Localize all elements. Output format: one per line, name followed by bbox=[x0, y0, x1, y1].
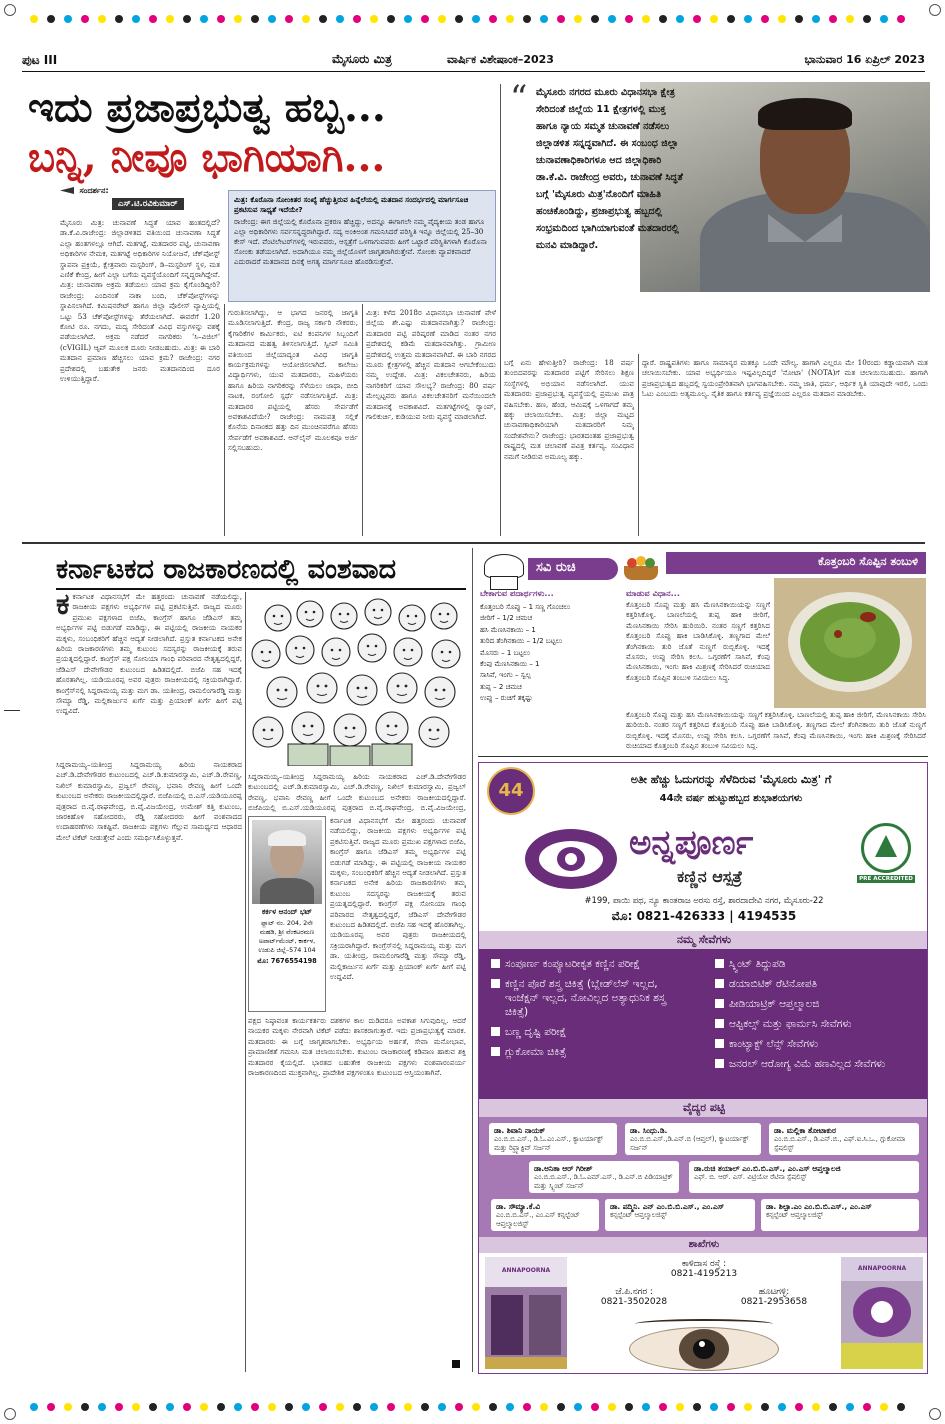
end-marker bbox=[452, 1360, 460, 1368]
pen-icon bbox=[60, 187, 74, 194]
ingredient-item: ಉಪ್ಪು – ರುಚಿಗೆ ತಕ್ಕಷ್ಟು bbox=[480, 694, 533, 703]
author-photo bbox=[252, 820, 322, 904]
cmyk-dot bbox=[693, 15, 701, 23]
cmyk-dot bbox=[829, 1403, 837, 1411]
service-item: ಜನರಲ್ ಆರೋಗ್ಯ ವಿಮೆ ಹಣವಿಲ್ಲದ ಸೇವೆಗಳು bbox=[715, 1057, 920, 1071]
doctor-card: ಡಾ.ರುಚಿ ತಯಾಲ್ ಎಂ.ಬಿ.ಬಿ.ಎಸ್., ಎಂ.ಎಸ್ ಆಪ್ತಲ್ಮಾಲಜಿ ಎಫ್. ಬಿ. ಆರ್. ಎಸ್. ವಿಟ್ರಿಯೋ ರೆಟಿನಾ ಸ್ಪೆಷಲಿಸ್ಟ್ bbox=[689, 1161, 919, 1193]
cmyk-dot bbox=[608, 1403, 616, 1411]
recipe-section-label: ಸವಿ ರುಚಿ bbox=[536, 560, 576, 575]
cmyk-strip-top bbox=[30, 14, 915, 24]
ingredient-item: ಕೊತ್ತಂಬರಿ ಸೊಪ್ಪು – 1 ಸಣ್ಣ ಗೊಂಚಲು bbox=[480, 603, 571, 611]
soup-bowl-photo bbox=[774, 578, 926, 708]
veg-basket-icon bbox=[624, 554, 658, 582]
ingredients-box bbox=[480, 588, 620, 708]
ad-greeting-line2: 44ನೇ ವರ್ಷ ಹುಟ್ಟುಹಬ್ಬದ ಶುಭಾಶಯಗಳು bbox=[659, 793, 803, 804]
cmyk-dot bbox=[81, 15, 89, 23]
cmyk-dot bbox=[778, 1403, 786, 1411]
branch-name: ಜೆ.ಪಿ.ನಗರ : bbox=[615, 1287, 653, 1297]
author-name: ಕರ್ಕಳ ಆನಂದ್ ಭಟ್ bbox=[262, 907, 312, 916]
services-left bbox=[491, 957, 691, 1065]
cmyk-dot bbox=[727, 15, 735, 23]
byline-label: ಸಂದರ್ಶನ: bbox=[79, 186, 109, 195]
cmyk-dot bbox=[132, 15, 140, 23]
cmyk-dot bbox=[234, 15, 242, 23]
cmyk-dot bbox=[710, 15, 718, 23]
ingredient-item: ತುರಿದ ತೆಂಗಿನಕಾಯಿ – 1/2 ಬಟ್ಟಲು bbox=[480, 637, 563, 646]
masthead bbox=[22, 50, 925, 72]
cmyk-dot bbox=[149, 1403, 157, 1411]
page-label: ಪುಟ III bbox=[22, 53, 58, 67]
cmyk-dot bbox=[370, 15, 378, 23]
cmyk-dot bbox=[98, 1403, 106, 1411]
cmyk-dot bbox=[472, 1403, 480, 1411]
author-address: ಫ್ಲಾಟ್ ನಂ. 204, 2ನೇ ಮಹಡಿ, ಶ್ರೀ ವೆಂಕಟರಮಣ ಅಪಾರ್ಟ್‌ಮೆಂಟ್, ಕಾರ್ಕಳ, ಉಡುಪಿ ಜಿಲ್ಲೆ–574 104 bbox=[258, 919, 316, 954]
cmyk-dot bbox=[115, 15, 123, 23]
doctor-card: ಡಾ. ಮಲ್ಲಿಕಾ ತೋಟಾಕುರ ಎಂ.ಬಿ.ಬಿ.ಎಸ್., ಡಿ.ಎನ್.ಬಿ., ಎಫ್.ಐ.ಸಿ.ಒ., ಗ್ಲುಕೋಮಾ ಸ್ಪೆಷಲಿಸ್ಟ್ bbox=[769, 1123, 919, 1155]
method-text: ಕೊತ್ತಂಬರಿ ಸೊಪ್ಪು ಮತ್ತು ಹಸಿ ಮೆಣಸಿನಕಾಯಿಯನ್ನು ಸಣ್ಣಗೆ ಕತ್ತರಿಸಿಕೊಳ್ಳಿ. ಬಾಣಲೆಯಲ್ಲಿ ತುಪ್ಪ ಹಾಕಿ ಜೀರಿಗೆ, ಮೆಣಸಿನಕಾಯಿ ಸೇರಿಸಿ ಹುರಿಯಿರಿ. ನಂತರ ಸಣ್ಣಗೆ ಕತ್ತರಿಸಿದ ಕೊತ್ತಂಬರಿ ಸೊಪ್ಪು ಹಾಕಿ ಬಾಡಿಸಿಕೊಳ್ಳಿ. ತಣ್ಣಗಾದ ಮೇಲೆ ತೆಂಗಿನಕಾಯಿ ತುರಿ ಜೊತೆ ನುಣ್ಣಗೆ ರುಬ್ಬಿಕೊಳ್ಳಿ. ಇದಕ್ಕೆ ಮೊಸರು, ಉಪ್ಪು ಸೇರಿಸಿ ಕಲಸಿ. ಒಗ್ಗರಣೆಗೆ ಸಾಸಿವೆ, ಕೆಂಪು ಮೆಣಸಿನಕಾಯಿ, ಇಂಗು ಹಾಕಿ ಮಿಶ್ರಣಕ್ಕೆ ಸೇರಿಸಿದರೆ ರುಚಿಯಾದ ಕೊತ್ತಂಬರಿ ಸೊಪ್ಪಿನ ತಂಬುಳಿ ಸವಿಯಲು ಸಿದ್ಧ. bbox=[626, 600, 770, 682]
cmyk-dot bbox=[761, 1403, 769, 1411]
cmyk-dot bbox=[880, 15, 888, 23]
politics-headline: ಕರ್ನಾಟಕದ ರಾಜಕಾರಣದಲ್ಲಿ ವಂಶವಾದ bbox=[56, 552, 466, 590]
column-rule bbox=[638, 354, 639, 536]
cmyk-dot bbox=[829, 15, 837, 23]
cmyk-dot bbox=[642, 15, 650, 23]
service-item: ಪೀಡಿಯಾಟ್ರಿಕ್ ಆಪ್ತಲ್ಮಾಲಜಿ bbox=[715, 997, 920, 1011]
cmyk-dot bbox=[115, 1403, 123, 1411]
column-rule bbox=[500, 84, 501, 536]
cmyk-dot bbox=[625, 15, 633, 23]
politics-column-1b: ಸಿದ್ದರಾಮಯ್ಯ–ಯತೀಂದ್ರ ಸಿದ್ದರಾಮಯ್ಯ ಹಿರಿಯ ನಾಯಕರಾದ ಎಚ್.ಡಿ.ದೇವೇಗೌಡರ ಕುಟುಂಬದಲ್ಲಿ ಎಚ್.ಡಿ.ಕುಮಾರಸ್ವಾಮಿ, ಎಚ್.ಡಿ.ರೇವಣ್ಣ, ನಿಖಿಲ್ ಕುಮಾರಸ್ವಾಮಿ, ಪ್ರಜ್ವಲ್ ರೇವಣ್ಣ, ಭವಾನಿ ರೇವಣ್ಣ ಹೀಗೆ ಒಂದೇ ಕುಟುಂಬದ ಅನೇಕರು ರಾಜಕೀಯದಲ್ಲಿದ್ದಾರೆ. ಬಿಜೆಪಿಯಲ್ಲಿ ಬಿ.ಎಸ್.ಯಡಿಯೂರಪ್ಪ ಪುತ್ರರಾದ ಬಿ.ವೈ.ರಾಘವೇಂದ್ರ, ಬಿ.ವೈ.ವಿಜಯೇಂದ್ರ, ಉಮೇಶ್ ಕತ್ತಿ ಕುಟುಂಬ, ಜಾರಕಿಹೊಳಿ ಸಹೋದರರು, ರೆಡ್ಡಿ ಸಹೋದರರು ಹೀಗೆ ವಂಶವಾದದ ಉದಾಹರಣೆಗಳು ಸಾಕಷ್ಟಿವೆ. ರಾಜಕೀಯ ಪಕ್ಷಗಳು ಗೆಲ್ಲುವ ಸಾಮರ್ಥ್ಯದ ಆಧಾರದ ಮೇಲೆ ಟಿಕೆಟ್ ನೀಡುತ್ತೇವೆ ಎಂದು ಸಮರ್ಥಿಸಿಕೊಳ್ಳುತ್ತವೆ. bbox=[56, 760, 242, 842]
cmyk-dot bbox=[744, 15, 752, 23]
lead-pull-quote bbox=[510, 78, 690, 354]
checkbox-square-icon bbox=[491, 959, 500, 968]
cmyk-dot bbox=[302, 15, 310, 23]
cmyk-dot bbox=[132, 1403, 140, 1411]
brand-logo-icon bbox=[525, 829, 617, 889]
cmyk-dot bbox=[897, 1403, 905, 1411]
cmyk-dot bbox=[455, 15, 463, 23]
cmyk-dot bbox=[608, 15, 616, 23]
cmyk-dot bbox=[166, 15, 174, 23]
storefront-sign: ANNAPOORNA bbox=[501, 1267, 551, 1274]
services-right bbox=[715, 957, 920, 1077]
paper-name: ಮೈಸೂರು ಮಿತ್ರ bbox=[332, 52, 392, 66]
cmyk-dot bbox=[200, 1403, 208, 1411]
cmyk-dot bbox=[336, 15, 344, 23]
checkbox-square-icon bbox=[715, 979, 724, 988]
cmyk-dot bbox=[591, 15, 599, 23]
cmyk-dot bbox=[319, 1403, 327, 1411]
cmyk-dot bbox=[234, 1403, 242, 1411]
service-item: ಬಣ್ಣ ದೃಷ್ಟಿ ಪರೀಕ್ಷೆ bbox=[491, 1025, 691, 1039]
recipe-title: ಕೊತ್ತಂಬರಿ ಸೊಪ್ಪಿನ ತಂಬುಳಿ bbox=[818, 555, 918, 568]
cmyk-dot bbox=[591, 1403, 599, 1411]
services-title: ನಮ್ಮ ಸೇವೆಗಳು bbox=[676, 933, 732, 946]
ingredient-item: ಮೊಸರು – 1 ಬಟ್ಟಲು bbox=[480, 648, 531, 657]
ingredients-title: ಬೇಕಾಗುವ ಪದಾರ್ಥಗಳು... bbox=[480, 588, 554, 598]
checkbox-square-icon bbox=[715, 1039, 724, 1048]
recipe-section bbox=[478, 548, 928, 752]
cmyk-dot bbox=[302, 1403, 310, 1411]
cmyk-dot bbox=[625, 1403, 633, 1411]
cmyk-dot bbox=[404, 1403, 412, 1411]
cmyk-dot bbox=[47, 15, 55, 23]
politics-column-1-text: ಕರ್ನಾಟಕ ವಿಧಾನಸಭೆಗೆ ಮೇ ಹತ್ತರಂದು ಚುನಾವಣೆ ನಡೆಯಲಿದ್ದು, ರಾಜಕೀಯ ಪಕ್ಷಗಳು ಅಭ್ಯರ್ಥಿಗಳ ಪಟ್ಟಿ ಪ್ರಕಟಿಸುತ್ತಿವೆ. ರಾಜ್ಯದ ಮೂರು ಪ್ರಮುಖ ಪಕ್ಷಗಳಾದ ಬಿಜೆಪಿ, ಕಾಂಗ್ರೆಸ್ ಹಾಗೂ ಜೆಡಿಎಸ್ ತಮ್ಮ ಅಭ್ಯರ್ಥಿಗಳ ಪಟ್ಟಿ ಬಿಡುಗಡೆ ಮಾಡಿದ್ದು, ಈ ಪಟ್ಟಿಯಲ್ಲಿ ರಾಜಕೀಯ ನಾಯಕರ ಮಕ್ಕಳು, ಸಂಬಂಧಿಕರಿಗೆ ಹೆಚ್ಚಿನ ಆದ್ಯತೆ ನೀಡಲಾಗಿದೆ. ಪ್ರಸ್ತುತ ಕರ್ನಾಟಕದ ಅನೇಕ ಹಿರಿಯ ರಾಜಕಾರಣಿಗಳು ತಮ್ಮ ಕುಟುಂಬ ಸದಸ್ಯರನ್ನು ರಾಜಕೀಯಕ್ಕೆ ತರುವ ಪ್ರಯತ್ನದಲ್ಲಿದ್ದಾರೆ. ಕಾಂಗ್ರೆಸ್ ಪಕ್ಷ ಸೋನಿಯಾ ಗಾಂಧಿ ಪರಿವಾರದ ನೇತೃತ್ವದಲ್ಲಿದ್ದರೆ, ಜೆಡಿಎಸ್ ದೇವೇಗೌಡರ ಕುಟುಂಬದ ಹಿಡಿತದಲ್ಲಿದೆ. ಬಿಜೆಪಿ ಸಹ ಇದಕ್ಕೆ ಹೊರತಾಗಿಲ್ಲ. ಯಡಿಯೂರಪ್ಪ ಅವರ ಪುತ್ರರು ರಾಜಕೀಯದಲ್ಲಿ ಸಕ್ರಿಯರಾಗಿದ್ದಾರೆ. ಕಾಂಗ್ರೆಸ್‌ನಲ್ಲಿ ಸಿದ್ದರಾಮಯ್ಯ ಮತ್ತು ಮಗ ಡಾ. ಯತೀಂದ್ರ, ರಾಮಲಿಂಗಾರೆಡ್ಡಿ ಮತ್ತು ಸೌಮ್ಯಾ ರೆಡ್ಡಿ, ಮಲ್ಲಿಕಾರ್ಜುನ ಖರ್ಗೆ ಮತ್ತು ಪ್ರಿಯಾಂಕ್ ಖರ್ಗೆ ಹೀಗೆ ಪಟ್ಟಿ ಉದ್ದವಿದೆ. bbox=[56, 592, 242, 716]
cmyk-dot bbox=[489, 1403, 497, 1411]
cmyk-dot bbox=[183, 15, 191, 23]
branch-kalidasa bbox=[579, 1259, 829, 1279]
branch-phone: 0821-3502028 bbox=[600, 1297, 668, 1307]
hospital-ad bbox=[478, 762, 928, 1374]
edition-title: ವಾರ್ಷಿಕ ವಿಶೇಷಾಂಕ–2023 bbox=[447, 53, 554, 66]
doctors-title: ವೈದ್ಯರ ಪಟ್ಟಿ bbox=[683, 1101, 725, 1114]
ingredient-item: ಸಾಸಿವೆ, ಇಂಗು – ಸ್ವಲ್ಪ bbox=[480, 671, 531, 680]
photo-hair bbox=[758, 98, 852, 130]
anniversary-number: 44 bbox=[498, 780, 524, 801]
cmyk-dot bbox=[863, 1403, 871, 1411]
ingredient-item: ಕೆಂಪು ಮೆಣಸಿನಕಾಯಿ – 1 bbox=[480, 660, 540, 669]
column-rule bbox=[224, 304, 225, 536]
boxed-qa bbox=[228, 190, 496, 302]
doctor-card: ಡಾ. ಪದ್ಮಿನಿ. ಎನ್ ಎಂ.ಬಿ.ಬಿ.ಎಸ್., ಎಂ.ಎಸ್ ಕನ್ಸಲ್ಟೆಂಟ್ ಆಪ್ತಲ್ಮಾಲಜಿಸ್ಟ್ bbox=[605, 1199, 755, 1231]
pull-quote-text: ಮೈಸೂರು ನಗರದ ಮೂರು ವಿಧಾನಸಭಾ ಕ್ಷೇತ್ರ ಸೇರಿದಂತೆ ಜಿಲ್ಲೆಯ 11 ಕ್ಷೇತ್ರಗಳಲ್ಲಿ ಮುಕ್ತ ಹಾಗೂ ನ್ಯಾಯ ಸಮ್ಮತ ಚುನಾವಣೆ ನಡೆಸಲು ಜಿಲ್ಲಾಡಳಿತ ಸನ್ನದ್ಧವಾಗಿದೆ. ಈ ಸಂಬಂಧ ಜಿಲ್ಲಾ ಚುನಾವಣಾಧಿಕಾರಿಗಳೂ ಆದ ಜಿಲ್ಲಾಧಿಕಾರಿ ಡಾ.ಕೆ.ವಿ. ರಾಜೇಂದ್ರ ಅವರು, ಚುನಾವಣೆ ಸಿದ್ಧತೆ ಬಗ್ಗೆ 'ಮೈಸೂರು ಮಿತ್ರ'ನೊಂದಿಗೆ ಮಾಹಿತಿ ಹಂಚಿಕೊಂಡಿದ್ದು, ಪ್ರಜಾಪ್ರಭುತ್ವ ಹಬ್ಬದಲ್ಲಿ ಸಂಭ್ರಮದಿಂದ ಭಾಗಿಯಾಗುವಂತೆ ಮತದಾರರಲ್ಲಿ ಮನವಿ ಮಾಡಿದ್ದಾರೆ. bbox=[536, 87, 683, 251]
author-box bbox=[248, 816, 326, 1012]
cmyk-dot bbox=[251, 15, 259, 23]
branches-title: ಶಾಖೆಗಳು bbox=[688, 1239, 720, 1250]
checkbox-square-icon bbox=[715, 1059, 724, 1068]
lead-column-4: ಬಗ್ಗೆ ಏನು ಹೇಳುತ್ತೀರಿ? ರಾಜೇಂದ್ರ: 18 ವರ್ಷ ತುಂಬಿದವರನ್ನು ಮತದಾರರ ಪಟ್ಟಿಗೆ ಸೇರಿಸಲು ಶಿಕ್ಷಣ ಸಂಸ್ಥೆಗಳಲ್ಲಿ ಅಭಿಯಾನ ನಡೆಸಲಾಗಿದೆ. ಯುವ ಮತದಾರರು ಪ್ರಜಾಪ್ರಭುತ್ವ ವ್ಯವಸ್ಥೆಯಲ್ಲಿ ಪ್ರಮುಖ ಪಾತ್ರ ವಹಿಸಬೇಕು. ಹಣ, ಹೆಂಡ, ಆಮಿಷಕ್ಕೆ ಒಳಗಾಗದೆ ತಮ್ಮ ಹಕ್ಕು ಚಲಾಯಿಸಬೇಕು. ಮಿತ್ರ: ಜಿಲ್ಲಾ ಮಟ್ಟದ ಚುನಾವಣಾಧಿಕಾರಿಯಾಗಿ ಮತದಾರರಿಗೆ ನಿಮ್ಮ ಸಂದೇಶವೇನು? ರಾಜೇಂದ್ರ: ಭಾರತದಂತಹ ಪ್ರಜಾಪ್ರಭುತ್ವ ರಾಷ್ಟ್ರದಲ್ಲಿ ಮತ ಚಲಾವಣೆ ಪವಿತ್ರ ಕರ್ತವ್ಯ. ಸಂವಿಧಾನ ನಮಗೆ ನೀಡಿರುವ ಅಮೂಲ್ಯ ಹಕ್ಕು. bbox=[504, 358, 634, 461]
service-item: ಡಯಾಬಿಟಿಕ್ ರೆಟಿನೋಪತಿ bbox=[715, 977, 920, 991]
storefront-photo-right bbox=[841, 1257, 923, 1369]
cmyk-dot bbox=[438, 1403, 446, 1411]
politics-column-2: ಸಿದ್ದರಾಮಯ್ಯ–ಯತೀಂದ್ರ ಸಿದ್ದರಾಮಯ್ಯ ಹಿರಿಯ ನಾಯಕರಾದ ಎಚ್.ಡಿ.ದೇವೇಗೌಡರ ಕುಟುಂಬದಲ್ಲಿ ಎಚ್.ಡಿ.ಕುಮಾರಸ್ವಾಮಿ, ಎಚ್.ಡಿ.ರೇವಣ್ಣ, ನಿಖಿಲ್ ಕುಮಾರಸ್ವಾಮಿ, ಪ್ರಜ್ವಲ್ ರೇವಣ್ಣ, ಭವಾನಿ ರೇವಣ್ಣ ಹೀಗೆ ಒಂದೇ ಕುಟುಂಬದ ಅನೇಕರು ರಾಜಕೀಯದಲ್ಲಿದ್ದಾರೆ. ಬಿಜೆಪಿಯಲ್ಲಿ ಬಿ.ಎಸ್.ಯಡಿಯೂರಪ್ಪ ಪುತ್ರರಾದ ಬಿ.ವೈ.ರಾಘವೇಂದ್ರ, ಬಿ.ವೈ.ವಿಜಯೇಂದ್ರ, bbox=[248, 772, 466, 812]
cmyk-dot bbox=[217, 15, 225, 23]
branch-hootagalli bbox=[719, 1287, 829, 1307]
cmyk-dot bbox=[472, 15, 480, 23]
cmyk-dot bbox=[353, 1403, 361, 1411]
doctor-card: ಡಾ. ಶಿಲ್ಪಾ.ಎಂ ಎಂ.ಬಿ.ಬಿ.ಎಸ್., ಎಂ.ಎಸ್ ಕನ್ಸಲ್ಟೆಂಟ್ ಆಪ್ತಲ್ಮಾಲಜಿಸ್ಟ್ bbox=[761, 1199, 919, 1231]
hospital-address: #199, ಪಾಯಿ ಪಥ, ನ್ಯೂ ಕಾಂತರಾಜ ಅರಸು ರಸ್ತೆ, ಶಾರದಾದೇವಿ ನಗರ, ಮೈಸೂರು-22 bbox=[584, 895, 824, 905]
branch-phone: 0821-2953658 bbox=[740, 1297, 808, 1307]
politics-column-2c: ಪಕ್ಷದ ನಿಷ್ಠಾವಂತ ಕಾರ್ಯಕರ್ತರು ದಶಕಗಳ ಕಾಲ ದುಡಿದರೂ ಅವಕಾಶ ಸಿಗುವುದಿಲ್ಲ. ಆದರೆ ನಾಯಕರ ಮಕ್ಕಳು ನೇರವಾಗಿ ಟಿಕೆಟ್ ಪಡೆದು ಶಾಸಕರಾಗುತ್ತಾರೆ. ಇದು ಪ್ರಜಾಪ್ರಭುತ್ವಕ್ಕೆ ಮಾರಕ. ಮತದಾರರು ಈ ಬಗ್ಗೆ ಜಾಗೃತರಾಗಬೇಕು. ಅಭ್ಯರ್ಥಿಯ ಅರ್ಹತೆ, ಸೇವಾ ಮನೋಭಾವ, ಪ್ರಾಮಾಣಿಕತೆ ಗಮನಿಸಿ ಮತ ಚಲಾಯಿಸಬೇಕು. ಕುಟುಂಬ ರಾಜಕಾರಣಕ್ಕೆ ಕಡಿವಾಣ ಹಾಕುವ ಶಕ್ತಿ ಮತದಾರರ ಕೈಯಲ್ಲಿದೆ. ಭಾರತದ ಬಹುತೇಕ ರಾಜಕೀಯ ಪಕ್ಷಗಳು ವಂಶಪಾರಂಪರ್ಯ ರಾಜಕಾರಣದಿಂದ ಮುಕ್ತವಾಗಿಲ್ಲ. ಪ್ರಾದೇಶಿಕ ಪಕ್ಷಗಳಂತೂ ಕುಟುಂಬದ ಆಸ್ತಿಯಂತಾಗಿವೆ. bbox=[248, 1016, 466, 1078]
lead-headline-line1: ಇದು ಪ್ರಜಾಪ್ರಭುತ್ವ ಹಬ್ಬ... bbox=[28, 84, 386, 131]
service-item: ಕಣ್ಣಿನ ಪೊರೆ ಶಸ್ತ್ರ ಚಿಕಿತ್ಸೆ (ಬ್ಲೇಡ್‌ಲೆಸ್ ಇಲ್ಲದ, ಇಂಜೆಕ್ಷನ್ ಇಲ್ಲದ, ನೋವಿಲ್ಲದ ಅತ್ಯಾಧುನಿಕ ಶಸ್ತ್ರ ಚಿಕಿತ್ಸೆ) bbox=[491, 977, 691, 1019]
checkbox-square-icon bbox=[715, 959, 724, 968]
cmyk-dot bbox=[336, 1403, 344, 1411]
cmyk-dot bbox=[421, 15, 429, 23]
cmyk-dot bbox=[30, 15, 38, 23]
politicians-illustration bbox=[248, 596, 466, 766]
cmyk-dot bbox=[727, 1403, 735, 1411]
method-text-bottom: ಕೊತ್ತಂಬರಿ ಸೊಪ್ಪು ಮತ್ತು ಹಸಿ ಮೆಣಸಿನಕಾಯಿಯನ್ನು ಸಣ್ಣಗೆ ಕತ್ತರಿಸಿಕೊಳ್ಳಿ. ಬಾಣಲೆಯಲ್ಲಿ ತುಪ್ಪ ಹಾಕಿ ಜೀರಿಗೆ, ಮೆಣಸಿನಕಾಯಿ ಸೇರಿಸಿ ಹುರಿಯಿರಿ. ನಂತರ ಸಣ್ಣಗೆ ಕತ್ತರಿಸಿದ ಕೊತ್ತಂಬರಿ ಸೊಪ್ಪು ಹಾಕಿ ಬಾಡಿಸಿಕೊಳ್ಳಿ. ತಣ್ಣಗಾದ ಮೇಲೆ ತೆಂಗಿನಕಾಯಿ ತುರಿ ಜೊತೆ ನುಣ್ಣಗೆ ರುಬ್ಬಿಕೊಳ್ಳಿ. ಇದಕ್ಕೆ ಮೊಸರು, ಉಪ್ಪು ಸೇರಿಸಿ ಕಲಸಿ. ಒಗ್ಗರಣೆಗೆ ಸಾಸಿವೆ, ಕೆಂಪು ಮೆಣಸಿನಕಾಯಿ, ಇಂಗು ಹಾಕಿ ಮಿಶ್ರಣಕ್ಕೆ ಸೇರಿಸಿದರೆ ರುಚಿಯಾದ ಕೊತ್ತಂಬರಿ ಸೊಪ್ಪಿನ ತಂಬುಳಿ ಸವಿಯಲು ಸಿದ್ಧ. bbox=[626, 710, 926, 750]
lead-column-1: ಮೈಸೂರು ಮಿತ್ರ: ಚುನಾವಣೆ ಸಿದ್ಧತೆ ಯಾವ ಹಂತದಲ್ಲಿದೆ? ಡಾ.ಕೆ.ವಿ.ರಾಜೇಂದ್ರ: ಜಿಲ್ಲಾಡಳಿತದ ವತಿಯಿಂದ ಚುನಾವಣಾ ಸಿದ್ಧತೆ ಎಲ್ಲಾ ಹಂತಗಳಲ್ಲೂ ಆಗಿದೆ. ಮತಗಟ್ಟೆ, ಮತದಾರರ ಪಟ್ಟಿ, ಚುನಾವಣಾ ಅಧಿಕಾರಿಗಳ ನೇಮಕ, ಮತಗಟ್ಟೆ ಅಧಿಕಾರಿಗಳ ನಿಯೋಜನೆ, ಚೆಕ್‌ಪೋಸ್ಟ್ ಸ್ಥಾಪನಾ ಪ್ರಕ್ರಿಯೆ, ಕ್ಷೇತ್ರವಾರು ಮಸ್ಟರಿಂಗ್, ಡಿ–ಮಸ್ಟರಿಂಗ್ ಸ್ಥಳ, ಮತ ಎಣಿಕೆ ಕೇಂದ್ರ, ಹೀಗೆ ಎಲ್ಲಾ ಬಗೆಯ ವ್ಯವಸ್ಥೆಯೊಂದಿಗೆ ಸನ್ನದ್ಧರಾಗಿದ್ದೇವೆ. ಮಿತ್ರ: ಚುನಾವಣಾ ಅಕ್ರಮ ತಡೆಯಲು ಯಾವ ಕ್ರಮ ಕೈಗೊಂಡಿದ್ದೀರಿ? ರಾಜೇಂದ್ರ: ಎಂದಿನಂತೆ ನಾಕಾ ಬಂದಿ, ಚೆಕ್‌ಪೋಸ್ಟ್‌ಗಳನ್ನು ಸ್ಥಾಪಿಸಲಾಗಿದೆ. ಕಮಿಷನರೇಟ್ ಹಾಗೂ ಜಿಲ್ಲಾ ಪೊಲೀಸ್ ವ್ಯಾಪ್ತಿಯಲ್ಲಿ ಒಟ್ಟು 53 ಚೆಕ್‌ಪೋಸ್ಟ್‌ಗಳನ್ನು ತೆರೆಯಲಾಗಿದೆ. ಈವರೆಗೆ 1.20 ಕೋಟಿ ರೂ. ನಗದು, ಮದ್ಯ ಸೇರಿದಂತೆ ವಿವಿಧ ವಸ್ತುಗಳನ್ನು ವಶಕ್ಕೆ ಪಡೆಯಲಾಗಿದೆ. ಅಕ್ರಮ ನಡೆದರೆ ನಾಗರಿಕರು 'ಸಿ–ವಿಜಿಲ್' (cVIGIL) ಆ್ಯಪ್ ಮೂಲಕ ದೂರು ನೀಡಬಹುದು. ಮಿತ್ರ: ಈ ಬಾರಿ ಮತದಾನ ಪ್ರಮಾಣ ಹೆಚ್ಚಿಸಲು ಯಾವ ಕ್ರಮ? ರಾಜೇಂದ್ರ: ನಗರ ಪ್ರದೇಶದಲ್ಲಿ ಬಹುತೇಕ ಜನರು ಮತದಾನದಿಂದ ದೂರ ಉಳಿಯುತ್ತಿದ್ದಾರೆ. bbox=[60, 218, 220, 384]
column-rule bbox=[362, 304, 363, 536]
doctor-card: ಡಾ. ಸಿಂಧು.ಡಿ. ಎಂ.ಬಿ.ಬಿ.ಎಸ್.,ಡಿ.ಎನ್.ಬಿ (ಆಪ್ತಲ್), ಕ್ಯಾಟರ್ಯಾಕ್ಟ್ ಸರ್ಜನ್ bbox=[625, 1123, 761, 1155]
cmyk-dot bbox=[64, 15, 72, 23]
margin-mark bbox=[4, 710, 20, 711]
cmyk-dot bbox=[540, 1403, 548, 1411]
cmyk-dot bbox=[795, 1403, 803, 1411]
politics-dropcap: ಕ bbox=[56, 592, 70, 622]
boxed-question: ಮಿತ್ರ: ಕೊರೊನಾ ಸೋಂಕಿತರ ಸಂಖ್ಯೆ ಹೆಚ್ಚುತ್ತಿರುವ ಹಿನ್ನೆಲೆಯಲ್ಲಿ ಮತದಾನ ಸಂದರ್ಭದಲ್ಲಿ ಮಾರ್ಗಸೂಚಿ ಪ್ರಕಟಿಸುವ ಸಾಧ್ಯತೆ ಇದೆಯೇ? bbox=[234, 195, 469, 214]
ad-greeting-line1: ಅತೀ ಹೆಚ್ಚು ಓದುಗರನ್ನು ಸೆಳೆದಿರುವ 'ಮೈಸೂರು ಮಿತ್ರ' ಗೆ bbox=[630, 773, 832, 786]
service-item: ಸಂಪೂರ್ಣ ಕಂಪ್ಯೂಟರೀಕೃತ ಕಣ್ಣಿನ ಪರೀಕ್ಷೆ bbox=[491, 957, 691, 971]
cmyk-dot bbox=[149, 15, 157, 23]
doctor-card: ಡಾ. ಶಿವಾನಿ ನಾಯಕ್ ಎಂ.ಬಿ.ಬಿ.ಎಸ್., ಡಿ.ಓ.ಎಂ.ಎಸ್., ಕ್ಯಾಟರ್ಯಾಕ್ಟ್ ಮತ್ತು ರಿಫ್ರ್ಯಾಕ್ಟಿವ್ ಸರ್ಜನ್ bbox=[489, 1123, 617, 1155]
boxed-answer: ರಾಜೇಂದ್ರ: ಈಗ ಜಿಲ್ಲೆಯಲ್ಲಿ ಕೊರೊನಾ ಪ್ರಕರಣ ಹೆಚ್ಚಿದ್ದು, ಅದನ್ನೂ ಈಗಾಗಲೇ ನಮ್ಮ ವೈದ್ಯಕೀಯ ತಂಡ ಹಾಗೂ ಎಲ್ಲಾ ಅಧಿಕಾರಿಗಳು ಸರ್ವಸನ್ನದ್ಧರಾಗಿದ್ದಾರೆ. ಸದ್ಯ ಅಂಕಿಅಂಶ ಗಮನಿಸಿದರೆ ಪರಿಸ್ಥಿತಿ ಇನ್ನೂ ಜಿಲ್ಲೆಯಲ್ಲಿ 25–30 ಕೇಸ್ ಇದೆ. ವೆಂಟಿಲೇಟರ್‌ಗಳಲ್ಲಿ ಇರುವವರು, ಆಸ್ಪತ್ರೆಗೆ ಒಳಗಾಗುವವರು ಹೀಗೆ ಒಟ್ಟಾರೆ ಪರಿಸ್ಥಿತಿಗಳಾಗಿ ಕೊರೊನಾ ಸೋಂಕು ತಡೆಯಲಾಗಿದೆ. ಅದಾಗಿಯೂ ನಮ್ಮ ಜಿಲ್ಲೆಯೊಳಗೆ ಜಾಗೃತರಾಗಿರುತ್ತೇವೆ. ಸೋಂಕು ವ್ಯಾಪಕವಾದರೆ ಎದುರಾದರೆ ಮತದಾನದ ದಿನಕ್ಕೆ ಅಗತ್ಯ ಮಾರ್ಗಸೂಚಿ ಹೊರಡಿಸುತ್ತೇವೆ. bbox=[234, 217, 487, 266]
cmyk-dot bbox=[404, 15, 412, 23]
registration-mark bbox=[4, 4, 16, 16]
ingredient-item: ಹಸಿ ಮೆಣಸಿನಕಾಯಿ – 1 bbox=[480, 625, 536, 634]
cmyk-dot bbox=[489, 15, 497, 23]
cmyk-dot bbox=[506, 1403, 514, 1411]
cmyk-dot bbox=[217, 1403, 225, 1411]
cmyk-dot bbox=[659, 15, 667, 23]
cmyk-dot bbox=[778, 15, 786, 23]
byline-name: ಎಸ್.ಟಿ.ರವಿಕುಮಾರ್ bbox=[112, 198, 184, 210]
branch-name: ಕಾಳಿದಾಸ ರಸ್ತೆ : bbox=[681, 1259, 727, 1269]
service-item: ಗ್ಲುಕೋಮಾ ಚಿಕಿತ್ಸೆ bbox=[491, 1045, 691, 1059]
politics-column-2b: ಕರ್ನಾಟಕ ವಿಧಾನಸಭೆಗೆ ಮೇ ಹತ್ತರಂದು ಚುನಾವಣೆ ನಡೆಯಲಿದ್ದು, ರಾಜಕೀಯ ಪಕ್ಷಗಳು ಅಭ್ಯರ್ಥಿಗಳ ಪಟ್ಟಿ ಪ್ರಕಟಿಸುತ್ತಿವೆ. ರಾಜ್ಯದ ಮೂರು ಪ್ರಮುಖ ಪಕ್ಷಗಳಾದ ಬಿಜೆಪಿ, ಕಾಂಗ್ರೆಸ್ ಹಾಗೂ ಜೆಡಿಎಸ್ ತಮ್ಮ ಅಭ್ಯರ್ಥಿಗಳ ಪಟ್ಟಿ ಬಿಡುಗಡೆ ಮಾಡಿದ್ದು, ಈ ಪಟ್ಟಿಯಲ್ಲಿ ರಾಜಕೀಯ ನಾಯಕರ ಮಕ್ಕಳು, ಸಂಬಂಧಿಕರಿಗೆ ಹೆಚ್ಚಿನ ಆದ್ಯತೆ ನೀಡಲಾಗಿದೆ. ಪ್ರಸ್ತುತ ಕರ್ನಾಟಕದ ಅನೇಕ ಹಿರಿಯ ರಾಜಕಾರಣಿಗಳು ತಮ್ಮ ಕುಟುಂಬ ಸದಸ್ಯರನ್ನು ರಾಜಕೀಯಕ್ಕೆ ತರುವ ಪ್ರಯತ್ನದಲ್ಲಿದ್ದಾರೆ. ಕಾಂಗ್ರೆಸ್ ಪಕ್ಷ ಸೋನಿಯಾ ಗಾಂಧಿ ಪರಿವಾರದ ನೇತೃತ್ವದಲ್ಲಿದ್ದರೆ, ಜೆಡಿಎಸ್ ದೇವೇಗೌಡರ ಕುಟುಂಬದ ಹಿಡಿತದಲ್ಲಿದೆ. ಬಿಜೆಪಿ ಸಹ ಇದಕ್ಕೆ ಹೊರತಾಗಿಲ್ಲ. ಯಡಿಯೂರಪ್ಪ ಅವರ ಪುತ್ರರು ರಾಜಕೀಯದಲ್ಲಿ ಸಕ್ರಿಯರಾಗಿದ್ದಾರೆ. ಕಾಂಗ್ರೆಸ್‌ನಲ್ಲಿ ಸಿದ್ದರಾಮಯ್ಯ ಮತ್ತು ಮಗ ಡಾ. ಯತೀಂದ್ರ, ರಾಮಲಿಂಗಾರೆಡ್ಡಿ ಮತ್ತು ಸೌಮ್ಯಾ ರೆಡ್ಡಿ, ಮಲ್ಲಿಕಾರ್ಜುನ ಖರ್ಗೆ ಮತ್ತು ಪ್ರಿಯಾಂಕ್ ಖರ್ಗೆ ಹೀಗೆ ಪಟ್ಟಿ ಉದ್ದವಿದೆ. bbox=[330, 816, 466, 982]
cmyk-dot bbox=[659, 1403, 667, 1411]
checkbox-square-icon bbox=[491, 979, 500, 988]
column-rule bbox=[245, 592, 246, 1372]
lead-column-3: ಮಿತ್ರ: ಕಳೆದ 2018ರ ವಿಧಾನಸಭಾ ಚುನಾವಣೆ ವೇಳೆ ಜಿಲ್ಲೆಯ ಶೇ.ಎಷ್ಟು ಮತದಾನವಾಗಿತ್ತು? ರಾಜೇಂದ್ರ: ಮತದಾರರ ಪಟ್ಟಿ ಪರಿಷ್ಕರಣೆ ಮಾಡಿದ ನಂತರ ನಗರ ಪ್ರದೇಶದಲ್ಲಿ ಕಡಿಮೆ ಮತದಾನವಾಗಿತ್ತು. ಗ್ರಾಮೀಣ ಪ್ರದೇಶದಲ್ಲಿ ಉತ್ತಮ ಮತದಾನವಾಗಿದೆ. ಈ ಬಾರಿ ನಗರದ ಮೂರು ಕ್ಷೇತ್ರಗಳಲ್ಲಿ ಹೆಚ್ಚಿನ ಮತದಾನ ಆಗಬೇಕೆಂಬುದು ನಮ್ಮ ಉದ್ದೇಶ. ಮಿತ್ರ: ವಿಕಲಚೇತನರು, ಹಿರಿಯ ನಾಗರಿಕರಿಗೆ ಯಾವ ಸೌಲಭ್ಯ? ರಾಜೇಂದ್ರ: 80 ವರ್ಷ ಮೇಲ್ಪಟ್ಟವರು ಹಾಗೂ ವಿಕಲಚೇತನರಿಗೆ ಮನೆಯಿಂದಲೇ ಮತದಾನಕ್ಕೆ ಅವಕಾಶವಿದೆ. ಮತಗಟ್ಟೆಗಳಲ್ಲಿ ರ‍್ಯಾಂಪ್, ಗಾಲಿಕುರ್ಚಿ, ಕುಡಿಯುವ ನೀರು ವ್ಯವಸ್ಥೆ ಮಾಡಲಾಗಿದೆ. bbox=[366, 308, 496, 422]
cmyk-dot bbox=[438, 15, 446, 23]
issue-date: ಭಾನುವಾರ 16 ಏಪ್ರಿಲ್ 2023 bbox=[804, 53, 925, 66]
accreditation-text: PRE ACCREDITED bbox=[857, 875, 915, 883]
brand-name: ಅನ್ನಪೂರ್ಣ bbox=[629, 823, 754, 863]
cmyk-dot bbox=[421, 1403, 429, 1411]
ingredient-item: ತುಪ್ಪ – 2 ಚಮಚ bbox=[480, 682, 522, 691]
cmyk-dot bbox=[642, 1403, 650, 1411]
column-rule bbox=[472, 548, 473, 1372]
branch-jpnagar bbox=[579, 1287, 689, 1307]
cmyk-dot bbox=[506, 15, 514, 23]
cmyk-dot bbox=[285, 15, 293, 23]
service-item: ಕಾಂಟ್ಯಾಕ್ಟ್ ಲೆನ್ಸ್ ಸೇವೆಗಳು bbox=[715, 1037, 920, 1051]
cmyk-dot bbox=[693, 1403, 701, 1411]
cmyk-dot bbox=[200, 15, 208, 23]
cmyk-dot bbox=[183, 1403, 191, 1411]
cmyk-dot bbox=[540, 15, 548, 23]
politics-column-1 bbox=[56, 592, 242, 756]
cmyk-dot bbox=[251, 1403, 259, 1411]
politicians-caricature-svg bbox=[248, 596, 466, 766]
doctor-card: ಡಾ. ಸೌಮ್ಯಾ.ಕೆ.ವಿ ಎಂ.ಬಿ.ಬಿ.ಎಸ್., ಎಂ.ಎಸ್ ಕನ್ಸಲ್ಟೆಂಟ್ ಆಪ್ತಲ್ಮಾಲಜಿಸ್ಟ್ bbox=[491, 1199, 599, 1231]
anniversary-badge bbox=[487, 767, 535, 815]
cmyk-dot bbox=[523, 15, 531, 23]
checkbox-square-icon bbox=[491, 1047, 500, 1056]
cmyk-dot bbox=[81, 1403, 89, 1411]
cmyk-dot bbox=[455, 1403, 463, 1411]
cmyk-dot bbox=[353, 15, 361, 23]
lead-headline-line2: ಬನ್ನಿ, ನೀವೂ ಭಾಗಿಯಾಗಿ... bbox=[28, 134, 386, 181]
cmyk-dot bbox=[676, 1403, 684, 1411]
cmyk-dot bbox=[47, 1403, 55, 1411]
section-divider bbox=[478, 756, 928, 757]
service-item: ಆಪ್ಟಿಕಲ್ಸ್ ಮತ್ತು ಫಾರ್ಮಸಿ ಸೇವೆಗಳು bbox=[715, 1017, 920, 1031]
cmyk-dot bbox=[285, 1403, 293, 1411]
brand-subtitle: ಕಣ್ಣಿನ ಆಸ್ಪತ್ರೆ bbox=[677, 867, 743, 886]
cmyk-dot bbox=[812, 1403, 820, 1411]
registration-mark bbox=[929, 1408, 941, 1420]
cmyk-dot bbox=[387, 1403, 395, 1411]
storefront-sign: ANNAPOORNA bbox=[857, 1265, 907, 1272]
checkbox-square-icon bbox=[715, 999, 724, 1008]
cmyk-dot bbox=[574, 1403, 582, 1411]
quote-mark-icon: “ bbox=[510, 78, 528, 118]
cmyk-dot bbox=[795, 15, 803, 23]
branch-phone: 0821-4195213 bbox=[670, 1269, 738, 1279]
cmyk-dot bbox=[812, 15, 820, 23]
cmyk-dot bbox=[557, 15, 565, 23]
accreditation-badge bbox=[857, 823, 915, 887]
chef-hat-icon bbox=[482, 552, 526, 592]
cmyk-dot bbox=[676, 15, 684, 23]
cmyk-dot bbox=[897, 15, 905, 23]
cmyk-dot bbox=[64, 1403, 72, 1411]
cmyk-dot bbox=[268, 1403, 276, 1411]
branch-name: ಹೂಟಗಳ್ಳಿ: bbox=[758, 1287, 790, 1297]
cmyk-strip-bottom bbox=[30, 1402, 915, 1412]
cmyk-dot bbox=[268, 15, 276, 23]
byline bbox=[60, 185, 109, 196]
cmyk-dot bbox=[387, 15, 395, 23]
author-phone: ಮೊ: 7676554198 bbox=[257, 957, 317, 965]
storefront-photo-left bbox=[485, 1257, 567, 1369]
cmyk-dot bbox=[744, 1403, 752, 1411]
cmyk-dot bbox=[710, 1403, 718, 1411]
cmyk-dot bbox=[166, 1403, 174, 1411]
service-item: ಸ್ಕ್ವಿಂಟ್ ತಿದ್ದುಪಡಿ bbox=[715, 957, 920, 971]
lead-column-5: ದ್ದಾರೆ. ರಾಷ್ಟ್ರಪತಿಗಳು ಹಾಗೂ ಸಾಮಾನ್ಯರ ಮತಕ್ಕೂ ಒಂದೇ ಮೌಲ್ಯ. ಹಾಗಾಗಿ ಎಲ್ಲರೂ ಮೇ 10ರಂದು ಕಡ್ಡಾಯವಾಗಿ ಮತ ಚಲಾಯಿಸಬೇಕು. ಯಾವ ಅಭ್ಯರ್ಥಿಯೂ ಇಷ್ಟವಿಲ್ಲದಿದ್ದರೆ 'ನೋಟಾ' (NOTA)ಗೆ ಮತ ಚಲಾಯಿಸಬಹುದು. ಹಾಗಾಗಿ ಪ್ರಜಾಪ್ರಭುತ್ವದ ಹಬ್ಬದಲ್ಲಿ ಸ್ವಯಂಪ್ರೇರಿತವಾಗಿ ಭಾಗವಹಿಸಬೇಕು. ನಮ್ಮ ಜಾತಿ, ಧರ್ಮ, ಆರ್ಥಿಕ ಸ್ಥಿತಿ ಯಾವುದೇ ಇರಲಿ, ಒಂದು ಓಟು ಎಂಬುದು ಅತ್ಯಮೂಲ್ಯ. ನೈತಿಕ ಹಾಗೂ ಕರ್ತವ್ಯ ಪ್ರಜ್ಞೆಯಿಂದ ಎಲ್ಲರೂ ಮತದಾನ ಮಾಡಬೇಕು. bbox=[642, 358, 928, 399]
lead-column-2: ಗುರುತಿಸಲಾಗಿದ್ದು, ಆ ಭಾಗದ ಜನರಲ್ಲಿ ಜಾಗೃತಿ ಮೂಡಿಸಲಾಗುತ್ತಿದೆ. ಕೇಂದ್ರ, ರಾಜ್ಯ ಸರ್ಕಾರಿ ನೌಕರರು, ಕೈಗಾರಿಕೆಗಳ ಕಾರ್ಮಿಕರು, ಐಟಿ ಕಂಪನಿಗಳ ಸಿಬ್ಬಂದಿಗೆ ಮತದಾನದ ಮಹತ್ವ ತಿಳಿಸಲಾಗುತ್ತಿದೆ. ಸ್ವೀಪ್ ಸಮಿತಿ ವತಿಯಿಂದ ಜಿಲ್ಲೆಯಾದ್ಯಂತ ವಿವಿಧ ಜಾಗೃತಿ ಕಾರ್ಯಕ್ರಮಗಳನ್ನು ಆಯೋಜಿಸಲಾಗಿದೆ. ಕಾಲೇಜು ವಿದ್ಯಾರ್ಥಿಗಳು, ಯುವ ಮತದಾರರು, ಮಹಿಳೆಯರು ಹಾಗೂ ಹಿರಿಯ ನಾಗರಿಕರನ್ನು ಸೆಳೆಯಲು ಜಾಥಾ, ಬೀದಿ ನಾಟಕ, ರಂಗೋಲಿ ಸ್ಪರ್ಧೆ ನಡೆಸಲಾಗುತ್ತಿದೆ. ಮಿತ್ರ: ಮತದಾರರ ಪಟ್ಟಿಯಲ್ಲಿ ಹೆಸರು ಸೇರ್ಪಡೆಗೆ ಅವಕಾಶವಿದೆಯೇ? ರಾಜೇಂದ್ರ: ನಾಮಪತ್ರ ಸಲ್ಲಿಕೆ ಕೊನೆಯ ದಿನಾಂಕದ ಹತ್ತು ದಿನ ಮುಂಚಿನವರೆಗೂ ಹೆಸರು ಸೇರ್ಪಡೆಗೆ ಅವಕಾಶವಿದೆ. ಆನ್‌ಲೈನ್ ಮೂಲಕವೂ ಅರ್ಜಿ ಸಲ್ಲಿಸಬಹುದು. bbox=[228, 308, 358, 453]
cmyk-dot bbox=[370, 1403, 378, 1411]
cmyk-dot bbox=[557, 1403, 565, 1411]
checkbox-square-icon bbox=[491, 1027, 500, 1036]
ingredient-item: ಜೀರಿಗೆ – 1/2 ಚಮಚ bbox=[480, 614, 533, 623]
checkbox-square-icon bbox=[715, 1019, 724, 1028]
cmyk-dot bbox=[98, 15, 106, 23]
cmyk-dot bbox=[523, 1403, 531, 1411]
eye-illustration bbox=[629, 1319, 779, 1373]
doctor-card: ಡಾ.ಅನಿತಾ ಆರ್ ಗಿರೀಶ್ ಎಂ.ಬಿ.ಬಿ.ಎಸ್., ಡಿ.ಓ.ಎಮ್.ಎಸ್., ಡಿ.ಎನ್.ಬಿ ಪಿಡಿಯಾಟ್ರಿಕ್ ಮತ್ತು ಸ್ಕ್ವಿಂಟ್ ಸರ್ಜನ್ bbox=[529, 1161, 679, 1193]
cmyk-dot bbox=[880, 1403, 888, 1411]
cmyk-dot bbox=[574, 15, 582, 23]
cmyk-dot bbox=[846, 1403, 854, 1411]
method-title: ಮಾಡುವ ವಿಧಾನ... bbox=[626, 588, 680, 598]
registration-mark bbox=[929, 4, 941, 16]
cmyk-dot bbox=[319, 15, 327, 23]
cmyk-dot bbox=[863, 15, 871, 23]
cmyk-dot bbox=[846, 15, 854, 23]
registration-mark bbox=[4, 1408, 16, 1420]
cmyk-dot bbox=[30, 1403, 38, 1411]
section-divider bbox=[22, 542, 925, 544]
cmyk-dot bbox=[761, 15, 769, 23]
hospital-phone: ಮೊ: 0821-426333 | 4194535 bbox=[611, 909, 797, 923]
